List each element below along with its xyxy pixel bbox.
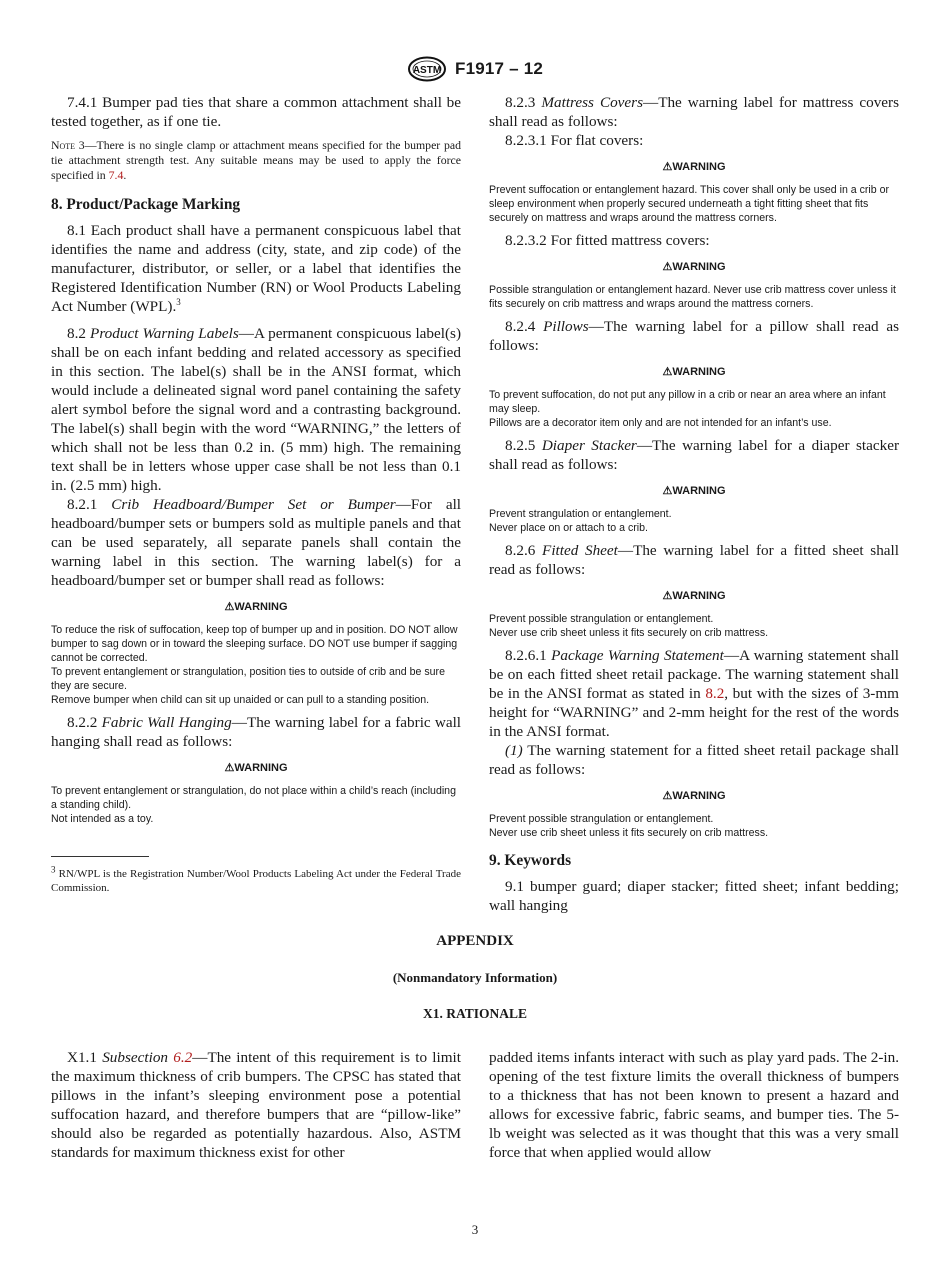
astm-logo-text: ASTM [412, 65, 442, 76]
ref-6-2-link[interactable]: 6.2 [173, 1049, 193, 1066]
para-8-2-6: 8.2.6 Fitted Sheet—The warning label for a fitted sheet shall read as follows: [489, 542, 899, 578]
warning-line: To prevent entanglement or strangulation, do not place within a child’s reach (including a standing child). [51, 785, 456, 811]
para-7-4-1: 7.4.1 Bumper pad ties that share a common attachment shall be tested together, as if one tie. [51, 94, 461, 130]
warning-line: Pillows are a decorator item only and are not intended for an infant’s use. [489, 417, 832, 429]
warning-body-package [489, 812, 899, 840]
left-column [51, 93, 461, 895]
warning-line: Remove bumper when child can sit up unaided or can pull to a standing position. [51, 694, 430, 706]
para-8-2-3-2: 8.2.3.2 For fitted mattress covers: [505, 232, 710, 249]
standard-code: F1917 – 12 [454, 59, 543, 78]
warning-body-diaper-stacker [489, 507, 899, 535]
warning-line: Prevent strangulation or entanglement. [489, 508, 672, 520]
para-x1-1-continued: padded items infants interact with such as play yard pads. The 2-in. opening of the test fixture limits the overall thickness of bumpers to a thickness that has not been known to present a hazard and allows for excessive fabric, fabric seams, and bumper ties. The 5-lb weight was selected as it was thought that this was a very small force that when applied would allow [489, 1049, 899, 1161]
para-9-1: 9.1 bumper guard; diaper stacker; fitted sheet; infant bedding; wall hanging [489, 878, 899, 914]
para-8-2: 8.2 Product Warning Labels—A permanent conspicuous label(s) shall be on each infant bedding and related accessory as specified in this section. The label(s) shall be in the ANSI format, which would include a delineated signal word panel containing the safety alert symbol before the signal word and a contrasting background. The label(s) shall begin with the word “WARNING,” the letters of which shall not be less than 0.2 in. (5 mm) high. The remaining text shall be in letters whose upper case shall be not less than 0.1 in. (2.5 mm) high. [51, 325, 461, 494]
footnote-3: $^3$ RN/WPL is the Registration Number/Wool Products Labeling Act under the Federal Trade Commission. [51, 864, 461, 894]
section-9-heading: 9. Keywords [489, 852, 572, 869]
page-header [0, 56, 950, 82]
para-8-2-2: 8.2.2 Fabric Wall Hanging—The warning label for a fabric wall hanging shall read as follows: [51, 714, 462, 750]
appendix-title: APPENDIX [436, 933, 514, 949]
warning-line: To prevent entanglement or strangulation, position ties to outside of crib and be sure they are secure. [51, 666, 445, 692]
warning-title-pillows: ⚠WARNING [662, 366, 726, 378]
warning-line: Prevent suffocation or entanglement hazard. This cover shall only be used in a crib or sleep environment when properly secured underneath a tight fitting sheet that fits securely on mattress and wraps around the mattress corners. [489, 184, 890, 224]
warning-title-fitted-covers: ⚠WARNING [662, 261, 726, 273]
para-8-2-3-1: 8.2.3.1 For flat covers: [505, 132, 644, 149]
warning-line: Not intended as a toy. [51, 813, 154, 825]
footnote-ref-3[interactable]: 3 [176, 296, 181, 307]
x1-heading: X1. RATIONALE [422, 1006, 527, 1021]
warning-line: Never use crib sheet unless it fits securely on crib mattress. [489, 627, 769, 639]
warning-title-bumper: ⚠WARNING [224, 601, 288, 613]
warning-line: Never use crib sheet unless it fits securely on crib mattress. [489, 827, 769, 839]
para-8-2-6-1-1: (1) The warning statement for a fitted sheet retail package shall read as follows: [489, 742, 899, 778]
appendix-left-column [51, 1048, 461, 1162]
warning-line: To reduce the risk of suffocation, keep top of bumper up and in position. DO NOT allow bumper to sag down or in toward the sleeping surface. DO NOT use bumper if sagging cannot be corrected. [51, 624, 458, 664]
warning-line: To prevent suffocation, do not put any pillow in a crib or near an area where an infant may sleep. [489, 389, 886, 415]
note-3: Note 3—There is no single clamp or attachment means specified for the bumper pad tie attachment strength test. Any suitable means may be used to apply the force specified in 7.4. [51, 138, 461, 182]
page-number: 3 [471, 1222, 479, 1237]
astm-logo-icon [407, 56, 447, 82]
warning-line: Prevent possible strangulation or entanglement. [489, 613, 714, 625]
warning-body-pillows [489, 388, 899, 430]
warning-title-flat-covers: ⚠WARNING [662, 161, 726, 173]
warning-body-flat-covers [489, 183, 899, 225]
appendix-right-column [489, 1048, 899, 1162]
para-8-2-1: 8.2.1 Crib Headboard/Bumper Set or Bumper—For all headboard/bumper sets or bumpers sold as multiple panels and that can be used separately, all separate panels shall contain the warning label in this section. The warning label(s) for a headboard/bumper set or bumper shall read as follows: [51, 496, 462, 589]
footnote-divider [51, 856, 149, 857]
note-3-label: Note 3 [51, 138, 85, 152]
warning-body-wall-hanging [51, 784, 461, 826]
para-8-2-4: 8.2.4 Pillows—The warning label for a pillow shall read as follows: [489, 318, 899, 354]
ref-8-2-link[interactable]: 8.2 [705, 685, 725, 702]
warning-title-wall-hanging: ⚠WARNING [224, 762, 288, 774]
warning-body-bumper [51, 623, 461, 707]
section-8-heading: 8. Product/Package Marking [51, 196, 241, 213]
right-column [489, 93, 899, 915]
warning-line: Never place on or attach to a crib. [489, 522, 648, 534]
warning-title-diaper-stacker: ⚠WARNING [662, 485, 726, 497]
appendix-subtitle: (Nonmandatory Information) [392, 970, 558, 985]
warning-title-fitted-sheet: ⚠WARNING [662, 590, 726, 602]
para-8-2-3: 8.2.3 Mattress Covers—The warning label for mattress covers shall read as follows: [489, 94, 900, 130]
para-x1-1: X1.1 Subsection 6.2—The intent of this requirement is to limit the maximum thickness of crib bumpers. The CPSC has stated that pillows in the infant’s sleeping environment pose a potential suffocation hazard, and therefore bumpers that are “pillow-like” should also be regarded as potentially hazardous. Also, ASTM standards for maximum thickness exist for other [51, 1049, 461, 1161]
warning-line: Prevent possible strangulation or entanglement. [489, 813, 714, 825]
warning-title-package: ⚠WARNING [662, 790, 726, 802]
ref-7-4-link[interactable]: 7.4 [108, 168, 124, 182]
warning-line: Possible strangulation or entanglement hazard. Never use crib mattress cover unless it fits securely on crib mattress and wraps around the mattress corners. [489, 284, 896, 310]
warning-body-fitted-sheet [489, 612, 899, 640]
para-8-1: 8.1 Each product shall have a permanent conspicuous label that identifies the name and address (city, state, and zip code) of the manufacturer, distributor, or seller, or a label that identifies the Registered Identification Number (RN) or Wool Products Labeling Act Number (WPL).$^3$ [51, 222, 461, 315]
warning-body-fitted-covers [489, 283, 899, 311]
para-8-2-5: 8.2.5 Diaper Stacker—The warning label for a diaper stacker shall read as follows: [489, 437, 899, 473]
para-8-2-6-1: 8.2.6.1 Package Warning Statement—A warning statement shall be on each fitted sheet retail package. The warning statement shall be in the ANSI format as stated in 8.2, but with the sizes of 3-mm height for “WARNING” and 2-mm height for the rest of the words in the ANSI format. [489, 647, 900, 740]
